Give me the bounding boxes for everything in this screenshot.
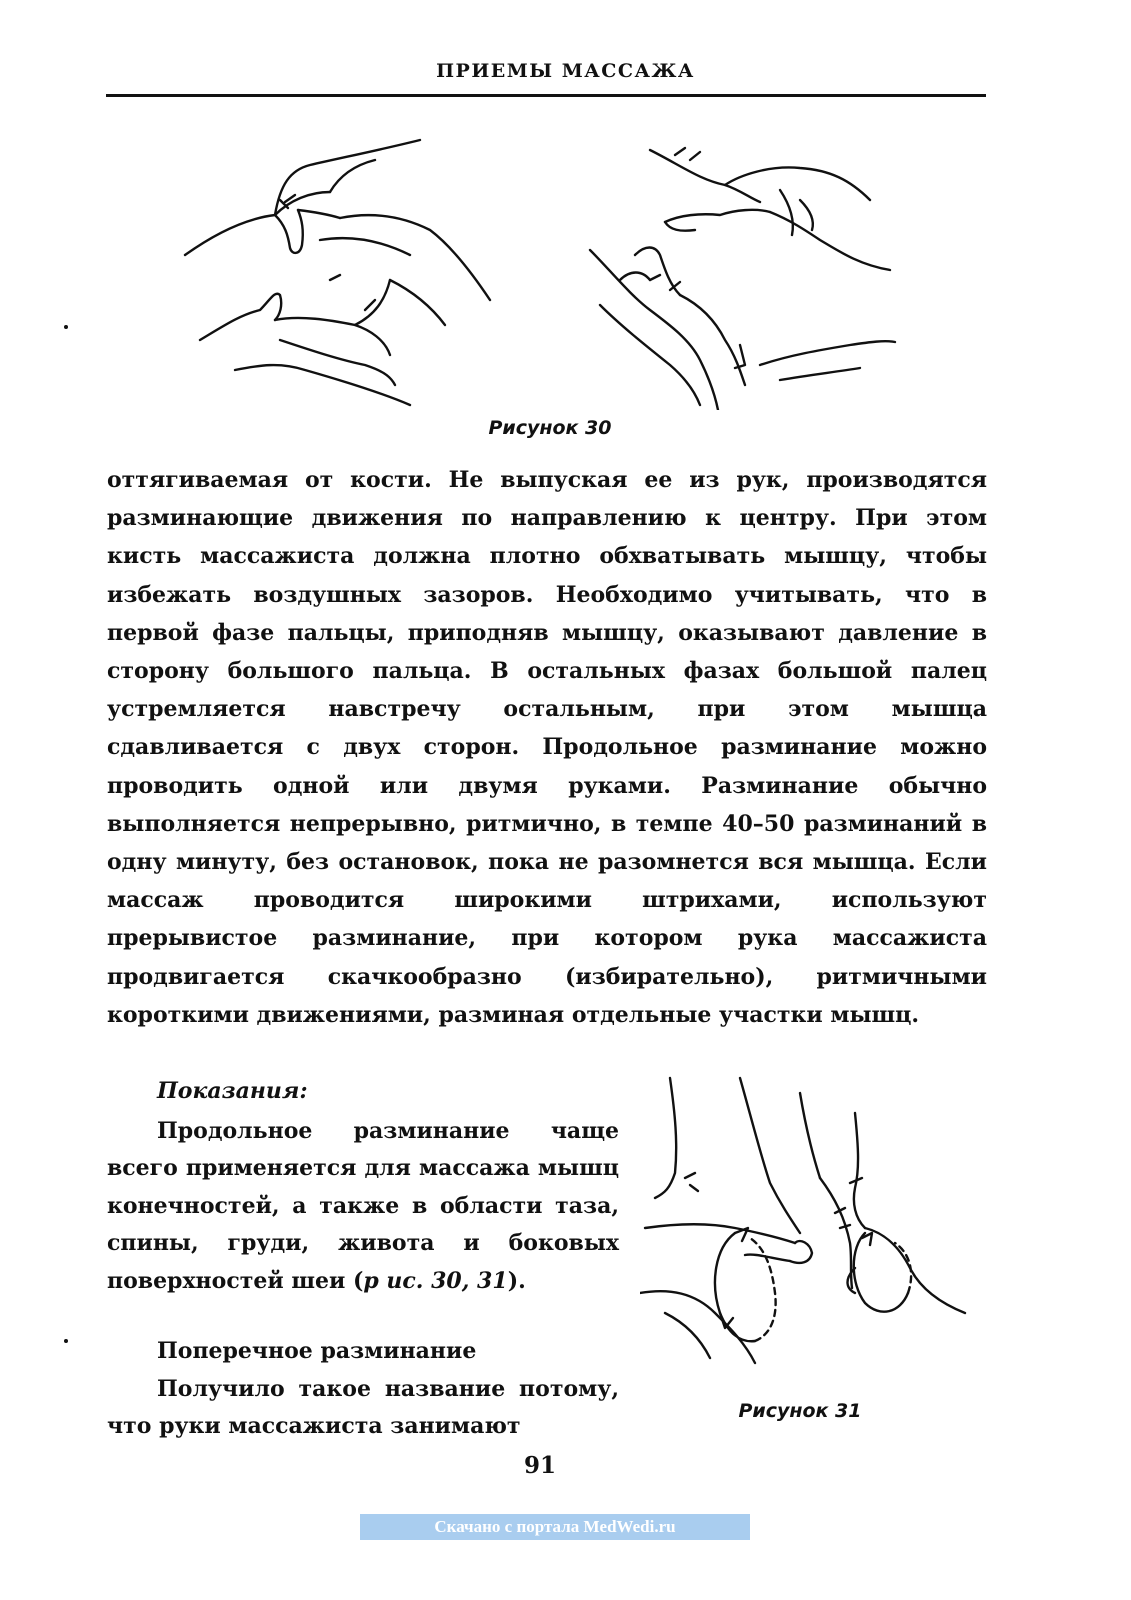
indications-text-start: Продольное разминание чаще всего применяется для массажа мышц конечностей, а также в области таза, спины, груди, живота и боковых поверхностей шеи ( bbox=[107, 1117, 619, 1294]
indications-text bbox=[107, 1113, 619, 1301]
scan-speck bbox=[64, 325, 68, 329]
figure-31 bbox=[640, 1073, 970, 1373]
cross-kneading-heading: Поперечное разминание bbox=[157, 1338, 477, 1364]
main-paragraph: оттягиваемая от кости. Не выпуская ее из рук, производятся разминающие движения по направлению к центру. При этом кисть массажиста должна плотно обхватывать мышцу, чтобы избежать воздушных зазоров. Необходимо учитывать, что в первой фазе пальцы, приподняв мышцу, оказывают давление в сторону большого пальца. В остальных фазах большой палец устремляется навстречу остальным, при этом мышца сдавливается с двух сторон. Продольное разминание можно проводить одной или двумя руками. Разминание обычно выполняется непрерывно, ритмично, в темпе 40–50 разминаний в одну минуту, без остановок, пока не разомнется вся мышца. Если массаж проводится широкими штрихами, используют прерывистое разминание, при котором рука массажиста продвигается скачкообразно (избирательно), ритмичными короткими движениями, разминая отдельные участки мышц. bbox=[107, 467, 987, 1028]
scan-speck bbox=[64, 1339, 68, 1343]
figure-30-caption: Рисунок 30 bbox=[488, 417, 612, 439]
cross-kneading-text: Получило такое название потому, что руки массажиста занимают bbox=[107, 1375, 619, 1439]
figure-reference: р ис. 30, 31 bbox=[363, 1267, 508, 1294]
indications-heading: Показания: bbox=[157, 1078, 308, 1104]
header-rule bbox=[106, 94, 986, 97]
indications-text-end: ). bbox=[507, 1267, 526, 1294]
hands-circular-kneading-illustration bbox=[640, 1073, 970, 1373]
page-number: 91 bbox=[523, 1452, 556, 1479]
figure-30 bbox=[180, 130, 940, 410]
left-column bbox=[107, 1073, 619, 1446]
hands-kneading-illustration bbox=[180, 130, 940, 410]
watermark-banner: Скачано с портала MedWedi.ru bbox=[360, 1514, 750, 1540]
figure-31-caption: Рисунок 31 bbox=[738, 1400, 862, 1422]
running-title: ПРИЕМЫ МАССАЖА bbox=[436, 60, 695, 82]
